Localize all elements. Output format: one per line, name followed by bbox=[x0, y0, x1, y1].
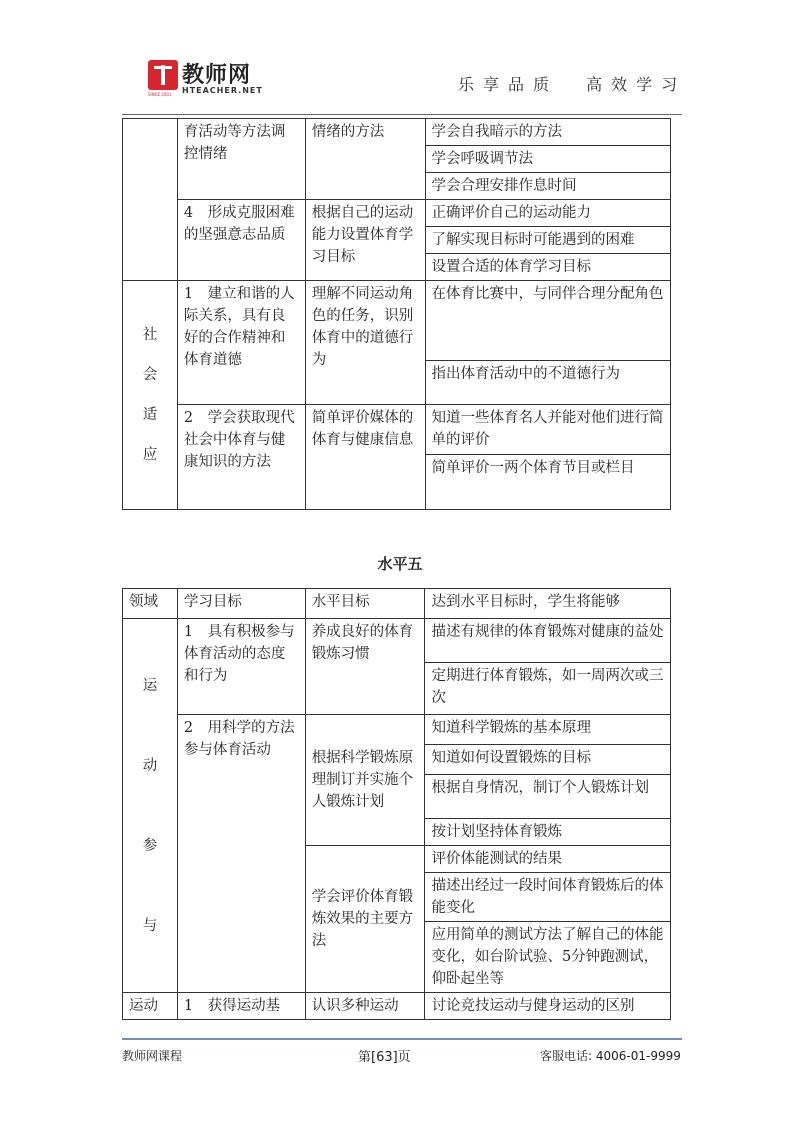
footer-divider bbox=[122, 1038, 682, 1040]
table-header-cell: 学习目标 bbox=[177, 589, 305, 619]
table-cell-level: 简单评价媒体的体育与健康信息 bbox=[305, 405, 425, 510]
table-cell-level: 根据科学锻炼原理制订并实施个人锻炼计划 bbox=[305, 715, 425, 846]
table-cell-level: 认识多种运动 bbox=[305, 993, 425, 1020]
table-cell-outcome: 学会合理安排作息时间 bbox=[425, 173, 671, 200]
table-cell-outcome: 描述有规律的体育锻炼对健康的益处 bbox=[425, 619, 671, 663]
table-level-five bbox=[122, 588, 671, 1020]
table-cell-domain-sport bbox=[123, 619, 178, 993]
table-cell-domain: 运动 bbox=[123, 993, 178, 1020]
table-cell-level: 理解不同运动角色的任务，识别体育中的道德行为 bbox=[305, 281, 425, 405]
header-divider bbox=[122, 114, 682, 115]
table-cell-outcome: 按计划坚持体育锻炼 bbox=[425, 819, 671, 846]
table-cell-goal: 2 学会获取现代社会中体育与健康知识的方法 bbox=[177, 405, 305, 510]
table-cell-outcome: 学会自我暗示的方法 bbox=[425, 119, 671, 146]
table-cell-outcome: 讨论竞技运动与健身运动的区别 bbox=[425, 993, 671, 1020]
table-cell-outcome: 简单评价一两个体育节目或栏目 bbox=[425, 455, 671, 510]
logo-text: 教师网 bbox=[182, 63, 252, 88]
table-cell-outcome: 应用简单的测试方法了解自己的体能变化，如台阶试验、5分钟跑测试，仰卧起坐等 bbox=[425, 922, 671, 993]
table-cell-level: 根据自己的运动能力设置体育学习目标 bbox=[305, 200, 425, 281]
table-cell-domain-empty bbox=[123, 119, 178, 281]
domain-char: 适 bbox=[142, 407, 158, 423]
table-header-cell: 达到水平目标时，学生将能够 bbox=[425, 589, 671, 619]
table-cell-outcome: 评价体能测试的结果 bbox=[425, 846, 671, 873]
table-cell-outcome: 知道一些体育名人并能对他们进行简单的评价 bbox=[425, 405, 671, 455]
domain-char: 动 bbox=[142, 757, 158, 774]
table-cell-outcome: 设置合适的体育学习目标 bbox=[425, 254, 671, 281]
table-cell-goal: 2 用科学的方法参与体育活动 bbox=[177, 715, 305, 993]
table-cell-outcome: 学会呼吸调节法 bbox=[425, 146, 671, 173]
table-cell-outcome: 了解实现目标时可能遇到的困难 bbox=[425, 227, 671, 254]
logo-mark-icon bbox=[148, 60, 178, 90]
table-cell-goal: 1 建立和谐的人际关系，具有良好的合作精神和体育道德 bbox=[177, 281, 305, 405]
domain-char: 运 bbox=[142, 677, 158, 694]
table-cell-outcome: 定期进行体育锻炼，如一周两次或三次 bbox=[425, 663, 671, 715]
table-cell-goal: 1 具有积极参与体育活动的态度和行为 bbox=[177, 619, 305, 715]
table-cell-goal: 1 获得运动基 bbox=[177, 993, 305, 1020]
table-cell-outcome: 根据自身情况，制订个人锻炼计划 bbox=[425, 775, 671, 819]
domain-char: 参 bbox=[142, 837, 158, 854]
footer-course: 教师网课程 bbox=[122, 1049, 183, 1063]
table-cell-level: 情绪的方法 bbox=[305, 119, 425, 200]
domain-char: 与 bbox=[142, 917, 158, 934]
section-title: 水平五 bbox=[377, 555, 423, 573]
logo-subtext: HTEACHER.NET bbox=[182, 86, 263, 95]
table-cell-goal: 育活动等方法调控情绪 bbox=[177, 119, 305, 200]
logo-since: SINCE 2001 bbox=[148, 92, 172, 97]
table-continued bbox=[122, 118, 671, 510]
table-cell-goal: 4 形成克服困难的坚强意志品质 bbox=[177, 200, 305, 281]
domain-char: 会 bbox=[142, 367, 158, 383]
domain-char: 应 bbox=[142, 447, 158, 463]
table-cell-outcome: 指出体育活动中的不道德行为 bbox=[425, 361, 671, 405]
table-cell-level: 养成良好的体育锻炼习惯 bbox=[305, 619, 425, 715]
table-cell-level: 学会评价体育锻炼效果的主要方法 bbox=[305, 846, 425, 993]
table-cell-outcome: 正确评价自己的运动能力 bbox=[425, 200, 671, 227]
table-cell-outcome: 知道如何设置锻炼的目标 bbox=[425, 745, 671, 775]
table-cell-outcome: 描述出经过一段时间体育锻炼后的体能变化 bbox=[425, 873, 671, 922]
table-cell-outcome: 在体育比赛中，与同伴合理分配角色 bbox=[425, 281, 671, 361]
page-header bbox=[0, 0, 800, 120]
table-header-cell: 水平目标 bbox=[305, 589, 425, 619]
logo[interactable] bbox=[148, 60, 288, 100]
table-cell-outcome: 知道科学锻炼的基本原理 bbox=[425, 715, 671, 745]
slogan: 乐享品质 高效学习 bbox=[458, 75, 687, 94]
footer-phone: 客服电话: 4006-01-9999 bbox=[540, 1049, 681, 1063]
page-number: 第[63]页 bbox=[358, 1050, 411, 1065]
table-cell-domain-social bbox=[123, 281, 178, 510]
table-header-cell: 领域 bbox=[123, 589, 178, 619]
domain-char: 社 bbox=[142, 327, 158, 343]
